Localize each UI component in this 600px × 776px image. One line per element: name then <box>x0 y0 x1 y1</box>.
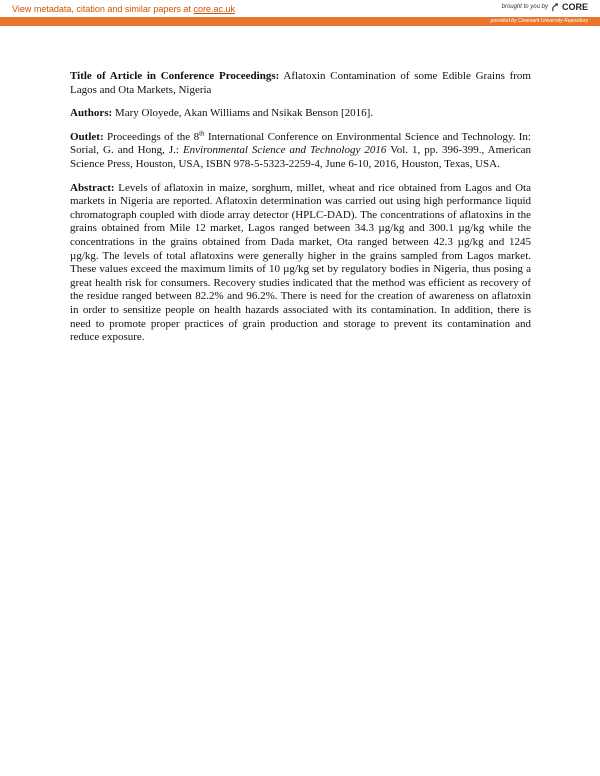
outlet-mid: International Conference on Environmental Science and Technology. In: Sorial, G. and Hong, J.: <box>70 130 531 157</box>
core-logo-text: CORE <box>561 2 588 12</box>
outlet-sup: th <box>199 129 205 138</box>
brought-to-you-by[interactable] <box>502 2 588 12</box>
outlet-label: Outlet: <box>70 130 104 143</box>
outlet-book-title: Environmental Science and Technology 2016 <box>182 144 387 157</box>
authors-paragraph <box>70 107 531 121</box>
abstract-text: Levels of aflatoxin in maize, sorghum, millet, wheat and rice obtained from Lagos and Ota markets in Nigeria are reported. Aflatoxin determination was carried out using high performance liquid chromatograph coupled with diode array detector (HPLC-DAD). The concentrations of aflatoxins in the grains obtained from Mile 12 market, Lagos ranged between 34.3 µg/kg and 300.1 µg/kg while the concentrations in the grains obtained from Dada market, Ota ranged between 42.3 µg/kg and 1245 µg/kg. The levels of total aflatoxins were generally higher in the grains sampled from Lagos market. These values exceed the maximum limits of 10 µg/kg set by regulatory bodies in Nigeria, thus posing a great health risk for consumers. Recovery studies indicated that the method was efficient as recovery of the residue ranged between 82.2% and 96.2%. There is need for the creation of awareness on aflatoxin in order to sensitize people on health hazards associated with its contamination. In addition, there is need to promote proper practices of grain production and storage to prevent its contamination and reduce exposure. <box>70 181 531 344</box>
abstract-paragraph <box>70 182 531 345</box>
core-logo[interactable] <box>551 2 588 12</box>
outlet-post: Vol. 1, pp. 396-399., American Science Press, Houston, USA, ISBN 978-5-5323-2259-4, June 6-10, 2016, Houston, Texas, USA. <box>70 144 531 170</box>
title-text: Aflatoxin Contamination of some Edible Grains from Lagos and Ota Markets, Nigeria <box>70 70 531 96</box>
authors-label: Authors: <box>70 107 113 120</box>
core-metadata-link[interactable] <box>12 4 235 14</box>
core-ac-uk-link[interactable]: core.ac.uk <box>193 4 235 14</box>
outlet-pre: Proceedings of the 8 <box>107 130 200 143</box>
core-logo-icon <box>551 3 560 12</box>
document-page <box>70 70 531 355</box>
title-label: Title of Article in Conference Proceedings: <box>70 70 280 82</box>
title-paragraph <box>70 70 531 97</box>
brought-text: brought to you by <box>501 4 548 10</box>
outlet-paragraph <box>70 131 531 172</box>
abstract-label: Abstract: <box>70 181 115 194</box>
provided-by-strip[interactable]: provided by Covenant University Repository <box>0 17 600 26</box>
core-view-text: View metadata, citation and similar papers at <box>12 4 194 14</box>
core-banner <box>0 0 600 26</box>
authors-text: Mary Oloyede, Akan Williams and Nsikak Benson [2016]. <box>114 107 374 120</box>
